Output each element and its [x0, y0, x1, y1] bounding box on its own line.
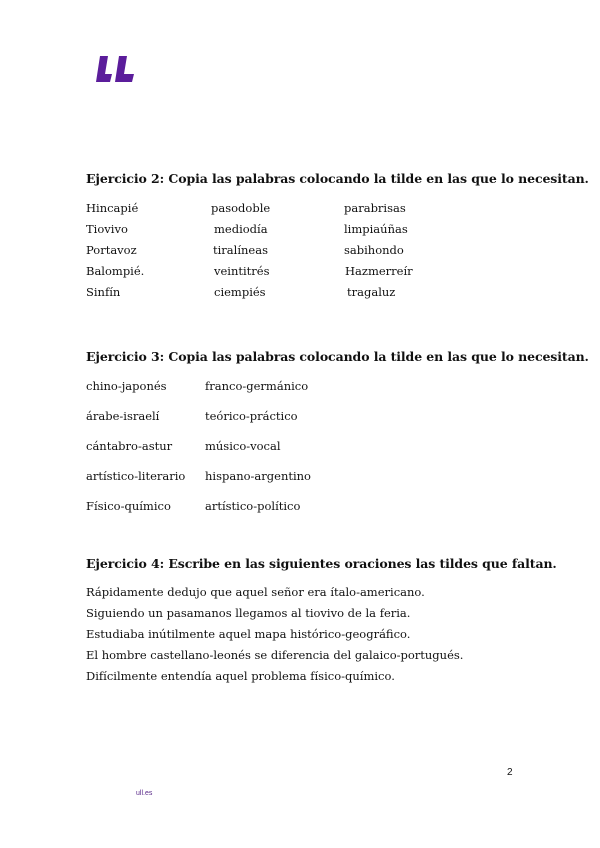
ex2-word: mediodía — [214, 222, 268, 236]
ex3-word: hispano-argentino — [205, 469, 311, 483]
exercise4-heading: Ejercicio 4: Escribe en las siguientes oraciones las tildes que faltan. — [86, 556, 557, 571]
ex2-word: Sinfín — [86, 285, 121, 299]
exercise3-heading: Ejercicio 3: Copia las palabras colocando la tilde en las que lo necesitan. — [86, 349, 589, 364]
ex2-word: Hazmerreír — [345, 264, 413, 278]
ex4-sentence: Siguiendo un pasamanos llegamos al tiovivo de la feria. — [86, 606, 411, 620]
ex3-word: músico-vocal — [205, 439, 281, 453]
ex3-word: chino-japonés — [86, 379, 167, 393]
ex2-word: ciempiés — [214, 285, 266, 299]
ex3-word: teórico-práctico — [205, 409, 298, 423]
ex2-word: Tiovivo — [86, 222, 128, 236]
ex4-sentence: Estudiaba inútilmente aquel mapa histórico-geográfico. — [86, 627, 411, 641]
footer-link[interactable]: ull.es — [136, 790, 153, 797]
ex3-word: artístico-literario — [86, 469, 186, 483]
ex2-word: parabrisas — [344, 201, 406, 215]
ex2-word: veintitrés — [214, 264, 270, 278]
ex2-word: Portavoz — [86, 243, 137, 257]
ex3-word: árabe-israelí — [86, 409, 160, 423]
ex3-word: Físico-químico — [86, 499, 171, 513]
ex2-word: Balompié. — [86, 264, 145, 278]
ex2-word: limpiaúñas — [344, 222, 408, 236]
ex4-sentence: Difícilmente entendía aquel problema físico-químico. — [86, 669, 395, 683]
ex4-sentence: Rápidamente dedujo que aquel señor era ítalo-americano. — [86, 585, 425, 599]
ex2-word: tragaluz — [347, 285, 396, 299]
ex3-word: franco-germánico — [205, 379, 309, 393]
ex4-sentence: El hombre castellano-leonés se diferencia del galaico-portugués. — [86, 648, 464, 662]
ex3-word: cántabro-astur — [86, 439, 173, 453]
ex2-word: Hincapié — [86, 201, 139, 215]
ex2-word: pasodoble — [211, 201, 271, 215]
page-number: 2 — [507, 767, 513, 778]
exercise2-heading: Ejercicio 2: Copia las palabras colocando la tilde en las que lo necesitan. — [86, 171, 589, 186]
ex2-word: tiralíneas — [213, 243, 268, 257]
ex3-word: artístico-político — [205, 499, 301, 513]
ex2-word: sabihondo — [344, 243, 404, 257]
ull-logo — [94, 52, 136, 84]
